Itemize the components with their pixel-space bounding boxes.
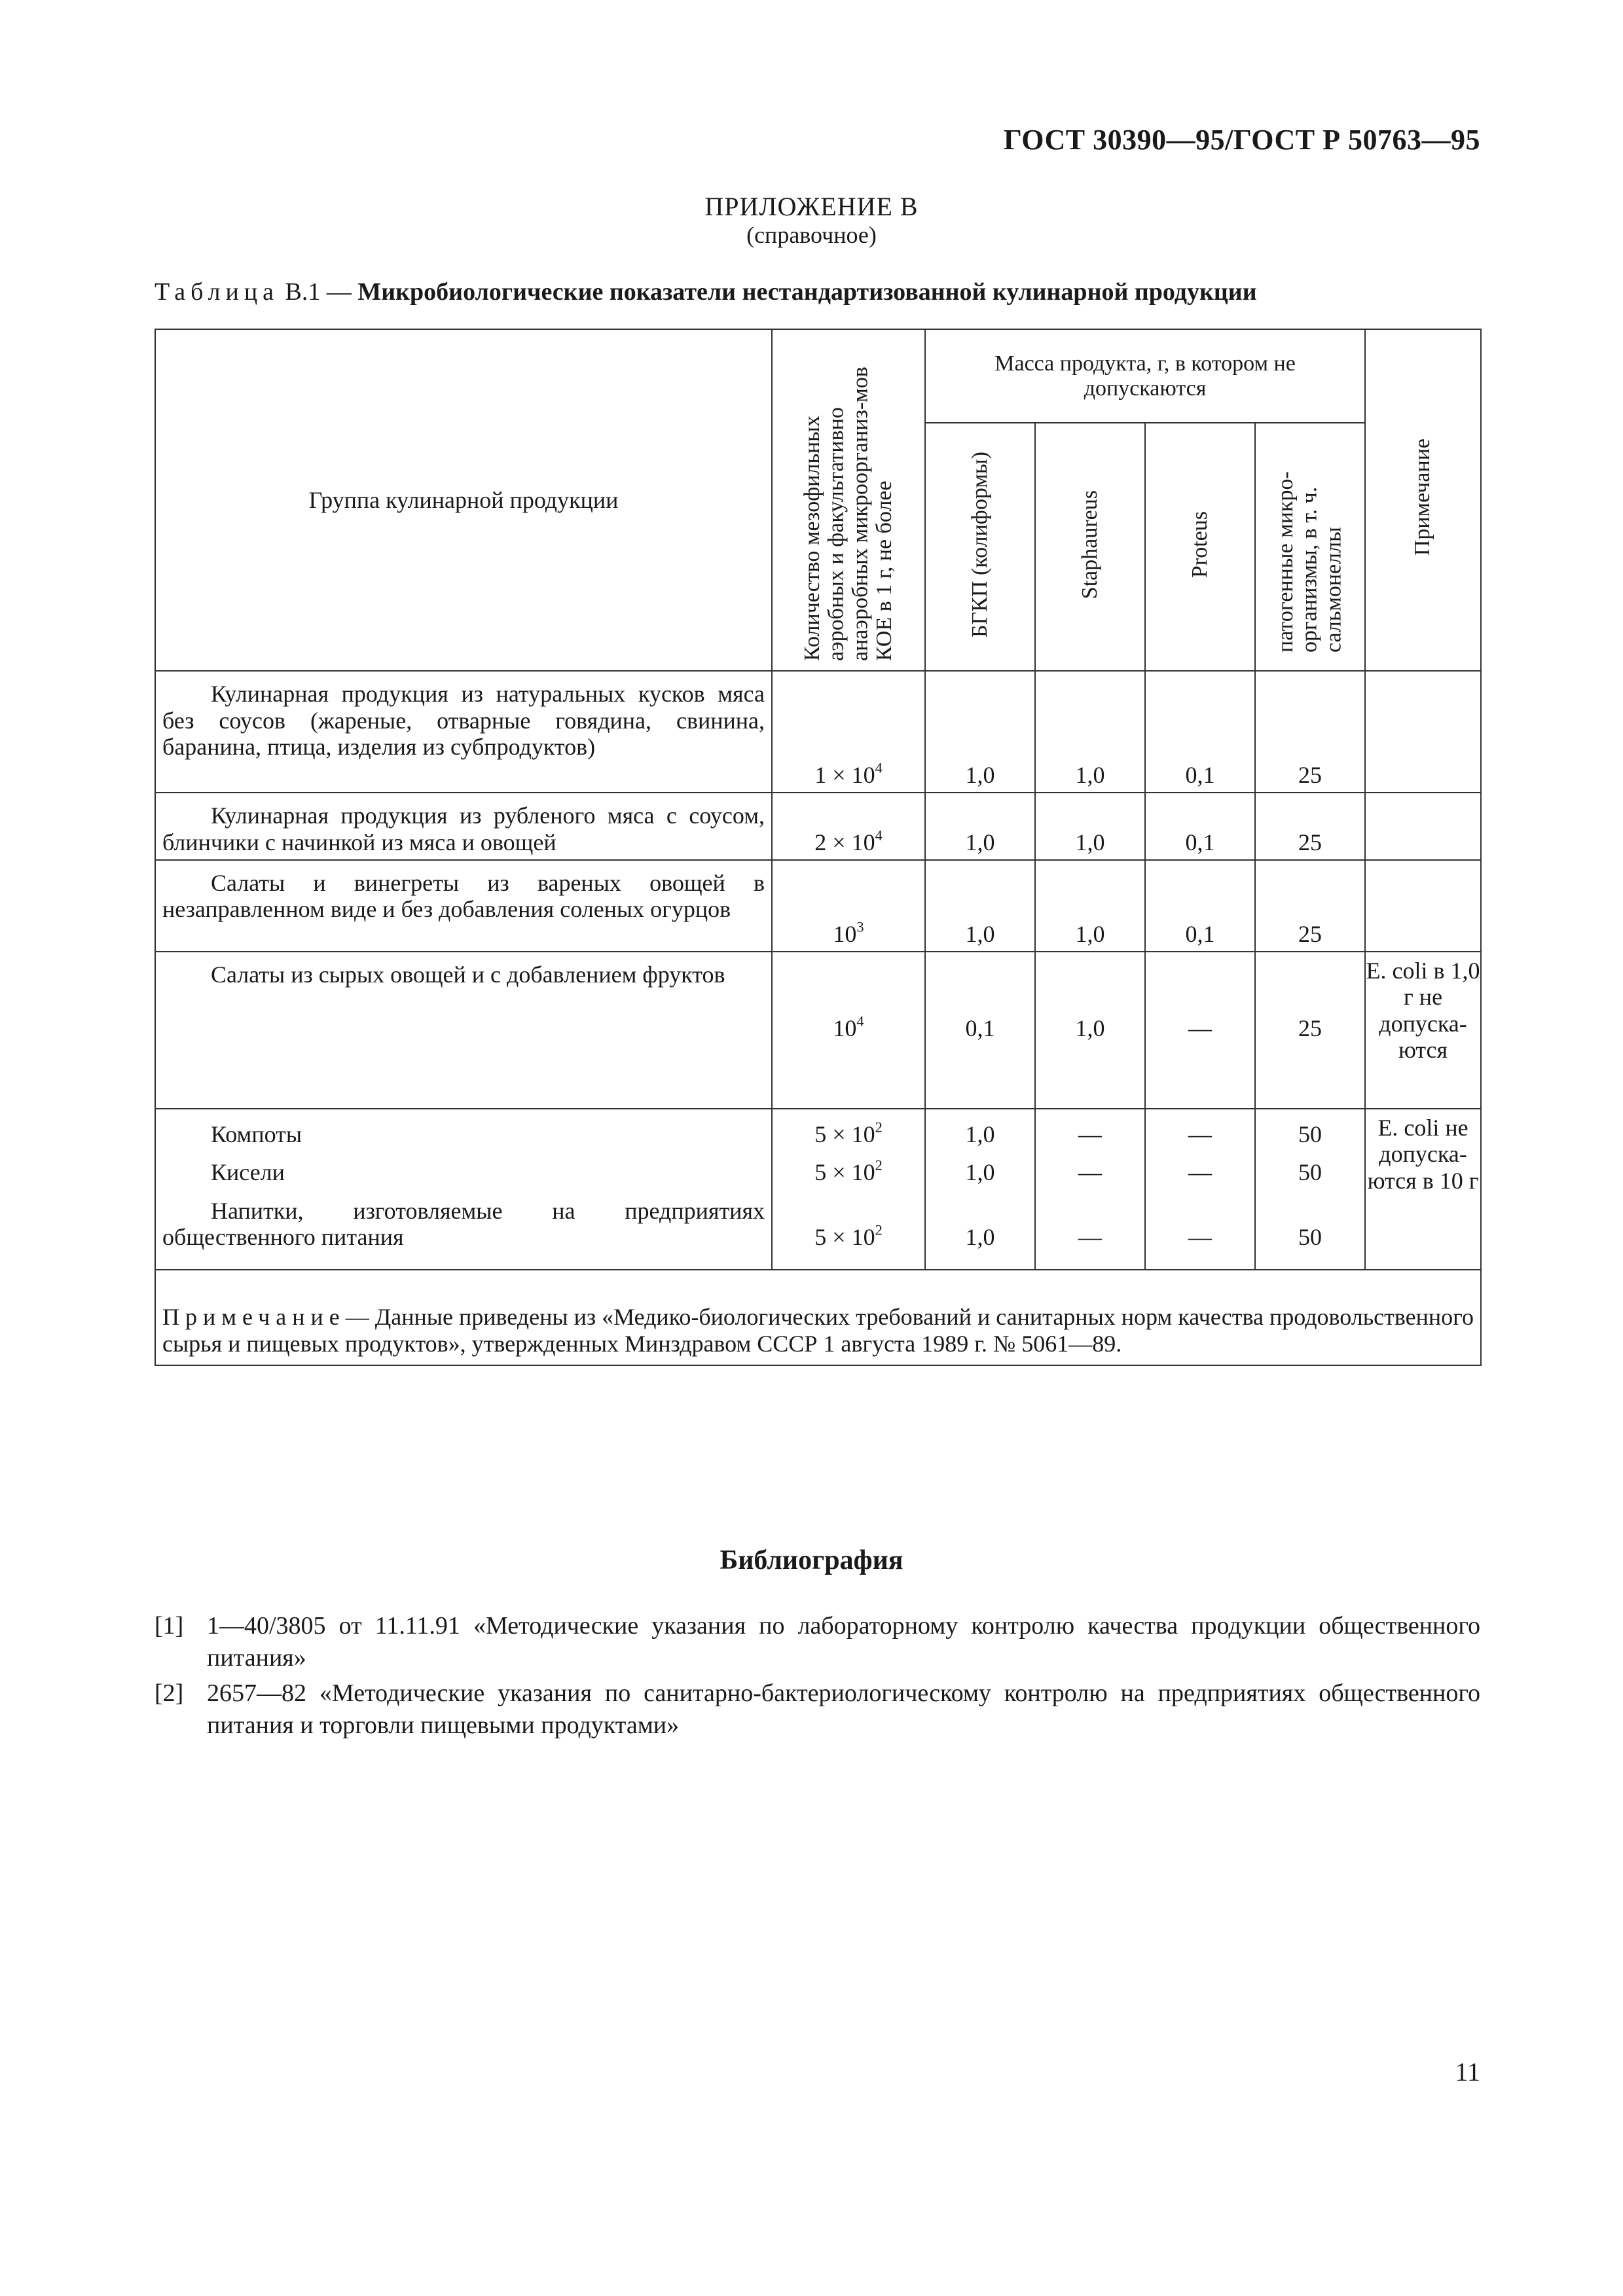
- page-number: 11: [1455, 2057, 1480, 2087]
- drink-bgkp: 1,0 1,0 1,0: [925, 1109, 1035, 1270]
- row-pathogen: 25: [1255, 952, 1365, 1109]
- row-pathogen: 25: [1255, 671, 1365, 793]
- drink-count: $5 \times 10^2$ $5 \times 10^2$ $5 \times 10^2$: [772, 1109, 925, 1270]
- row-group: Кулинарная продукция из рубленого мяса с соусом, блинчики с начинкой из мяса и овощей: [162, 802, 765, 855]
- row-group: Салаты и винегреты из вареных овощей в незаправленном виде и без добавления соленых огурцов: [162, 869, 765, 923]
- header-proteus: Proteus: [1145, 423, 1255, 671]
- drink-group: Напитки, изготовляемые на предприятиях общественного питания: [162, 1197, 765, 1250]
- table-row: [155, 952, 1481, 1109]
- table-caption-prefix: Таблица: [155, 278, 280, 306]
- header-group: Группа кулинарной продукции: [155, 329, 772, 671]
- bibliography-number: [2]: [155, 1679, 184, 1707]
- row-count: $10^4$: [772, 952, 925, 1109]
- table-row: [155, 860, 1481, 952]
- table-row-drinks: [155, 1109, 1481, 1270]
- row-group: Салаты из сырых овощей и с добавлением фруктов: [211, 961, 725, 988]
- row-count: $10^3$: [772, 860, 925, 952]
- bibliography-text: 1—40/3805 от 11.11.91 «Методические указания по лабораторному контролю качества продукции общественного питания»: [207, 1612, 1480, 1672]
- table-row: [155, 671, 1481, 793]
- row-staph: 1,0: [1035, 860, 1145, 952]
- row-group: Кулинарная продукция из натуральных кусков мяса без соусов (жареные, отварные говядина, свинина, баранина, птица, изделия из субпродуктов): [162, 681, 765, 760]
- row-bgkp: 0,1: [925, 952, 1035, 1109]
- drink-pathogen: 50 50 50: [1255, 1109, 1365, 1270]
- row-note: E. coli в 1,0 г не допуска-ются: [1365, 952, 1481, 1109]
- row-staph: 1,0: [1035, 952, 1145, 1109]
- header-count: Количество мезофильных аэробных и факультативно анаэробных микроорганиз-мов КОЕ в 1 г, не более: [772, 329, 925, 671]
- row-bgkp: 1,0: [925, 860, 1035, 952]
- row-pathogen: 25: [1255, 860, 1365, 952]
- row-proteus: 0,1: [1145, 671, 1255, 793]
- drink-group: Кисели: [211, 1159, 285, 1186]
- row-count: $2 \times 10^4$: [772, 793, 925, 860]
- header-staph: Staphaureus: [1035, 423, 1145, 671]
- table-footnote-row: [155, 1270, 1481, 1365]
- row-proteus: 0,1: [1145, 793, 1255, 860]
- table-footnote: [155, 1270, 1481, 1365]
- bibliography-text: 2657—82 «Методические указания по санитарно-бактериологическому контролю на предприятиях общественного питания и торговли пищевыми продуктами»: [207, 1679, 1480, 1740]
- row-note: [1365, 793, 1481, 860]
- header-bgkp: БГКП (колиформы): [925, 423, 1035, 671]
- drink-staph: — — —: [1035, 1109, 1145, 1270]
- bibliography-item: [155, 1677, 1480, 1742]
- drink-proteus: — — —: [1145, 1109, 1255, 1270]
- row-count: $1 \times 10^4$: [772, 671, 925, 793]
- bibliography-title: Библиография: [720, 1545, 903, 1575]
- microbiology-table: [155, 329, 1482, 1366]
- bibliography-list: [155, 1610, 1480, 1745]
- row-note: [1365, 860, 1481, 952]
- header-note: Примечание: [1365, 329, 1481, 671]
- row-staph: 1,0: [1035, 793, 1145, 860]
- table-row: [155, 793, 1481, 860]
- row-proteus: —: [1145, 952, 1255, 1109]
- appendix-subtitle: (справочное): [746, 222, 877, 248]
- standard-designation: ГОСТ 30390—95/ГОСТ Р 50763—95: [1003, 124, 1480, 156]
- row-bgkp: 1,0: [925, 793, 1035, 860]
- drink-note: E. coli не допуска-ются в 10 г: [1365, 1109, 1481, 1270]
- appendix-title: ПРИЛОЖЕНИЕ В: [704, 192, 919, 221]
- row-bgkp: 1,0: [925, 671, 1035, 793]
- header-mass: Масса продукта, г, в котором не допускаются: [925, 329, 1365, 423]
- bibliography-item: [155, 1610, 1480, 1675]
- bibliography-number: [1]: [155, 1612, 184, 1640]
- footnote-text: — Данные приведены из «Медико-биологических требований и санитарных норм качества продовольственного сырья и пищевых продуктов», утвержденных Минздравом СССР 1 августа 1989 г. № 5061—89.: [162, 1304, 1474, 1357]
- row-note: [1365, 671, 1481, 793]
- row-staph: 1,0: [1035, 671, 1145, 793]
- table-caption-title: Микробиологические показатели нестандартизованной кулинарной продукции: [357, 278, 1257, 306]
- table-caption: [155, 278, 1257, 306]
- table-caption-number: В.1 —: [285, 278, 352, 306]
- header-pathogen: патогенные микро-организмы, в т. ч. сальмонеллы: [1255, 423, 1365, 671]
- footnote-label: Примечание: [162, 1304, 346, 1331]
- drink-group: Компоты: [211, 1121, 302, 1147]
- row-proteus: 0,1: [1145, 860, 1255, 952]
- row-pathogen: 25: [1255, 793, 1365, 860]
